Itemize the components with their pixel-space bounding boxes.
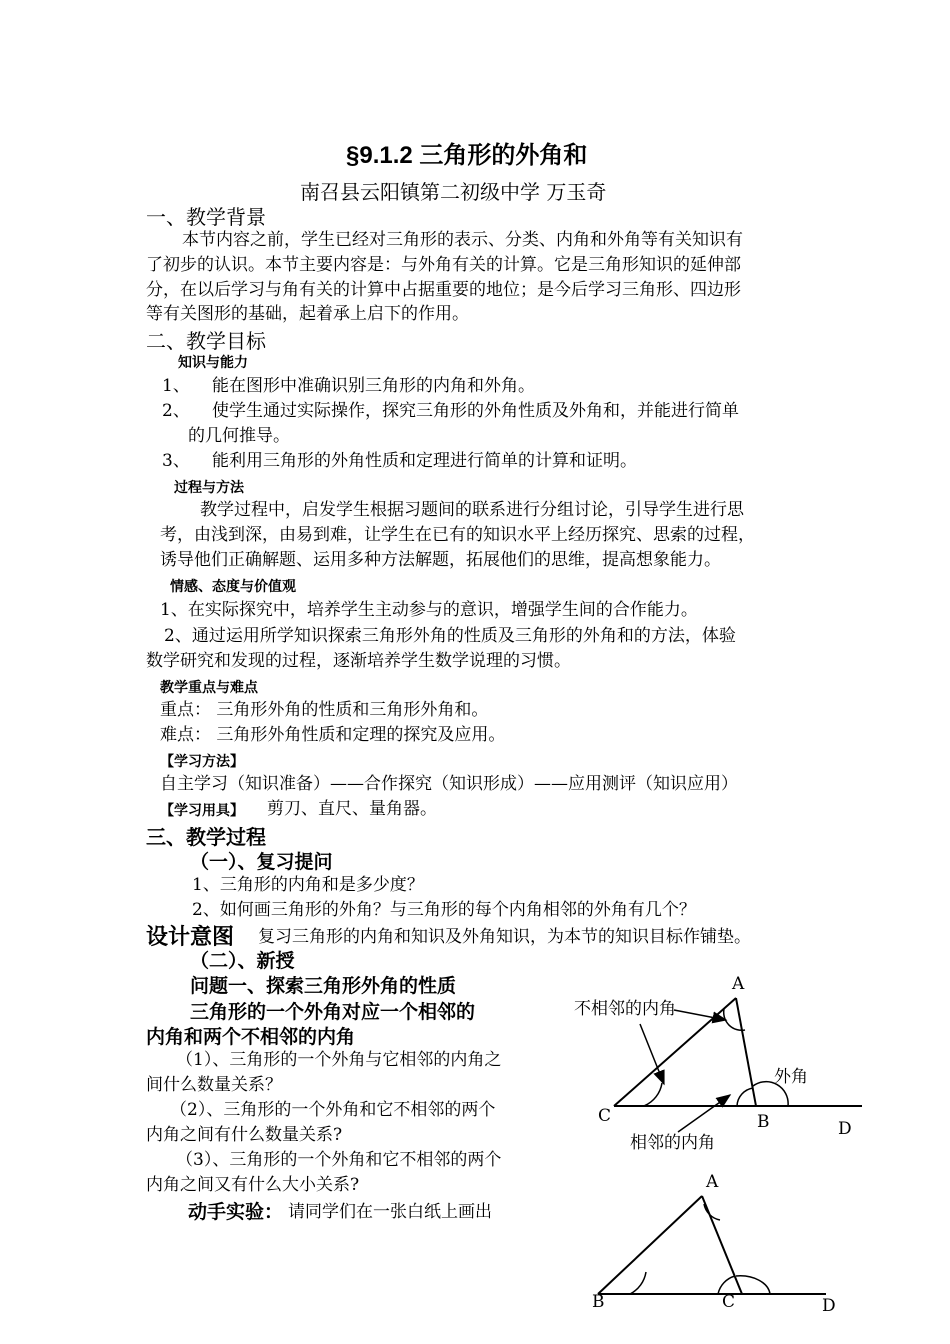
page-title: §9.1.2 三角形的外角和 <box>346 142 588 169</box>
fig2-label-c: C <box>722 1292 736 1312</box>
author-line: 南召县云阳镇第二初级中学 万玉奇 <box>300 180 607 204</box>
knowledge-item-num-2: 2、 <box>162 401 190 421</box>
knowledge-item-2: 使学生通过实际操作，探究三角形的外角性质及外角和，并能进行简单 <box>212 401 739 421</box>
process-label: 过程与方法 <box>174 480 244 496</box>
experiment-label: 动手实验： <box>188 1201 284 1223</box>
question-3-line-1: （3）、三角形的一个外角和它不相邻的两个 <box>176 1150 502 1170</box>
review-q1: 1、三角形的内角和是多少度？ <box>192 875 424 895</box>
arrow-adjacent <box>678 1095 730 1132</box>
method-text: 自主学习（知识准备）——合作探究（知识形成）——应用测评（知识应用） <box>160 774 738 794</box>
section-heading-background: 一、教学背景 <box>146 205 266 229</box>
statement-line-1: 三角形的一个外角对应一个相邻的 <box>190 1001 476 1023</box>
review-q2: 2、如何画三角形的外角？与三角形的每个内角相邻的外角有几个？ <box>192 900 696 920</box>
design-label: 设计意图 <box>146 925 235 950</box>
design-text: 复习三角形的内角和知识及外角知识，为本节的知识目标作铺垫。 <box>258 927 751 947</box>
knowledge-item-num-3: 3、 <box>162 451 190 471</box>
side-ac <box>702 1196 742 1294</box>
fig2-label-d: D <box>822 1296 836 1316</box>
section-heading-process: 三、教学过程 <box>146 825 266 849</box>
process-line-1: 教学过程中，启发学生根据习题间的联系进行分组讨论，引导学生进行思 <box>200 500 744 520</box>
fig1-label-b: B <box>757 1112 770 1132</box>
fig1-label-c: C <box>598 1106 612 1126</box>
method-label: 【学习方法】 <box>160 754 244 770</box>
knowledge-item-2-cont: 的几何推导。 <box>188 426 290 446</box>
emotion-line-3: 数学研究和发现的过程，逐渐培养学生数学说理的习惯。 <box>146 651 571 671</box>
fig1-callout-nonadjacent: 不相邻的内角 <box>574 999 676 1019</box>
question-1-line-1: （1）、三角形的一个外角与它相邻的内角之 <box>176 1050 502 1070</box>
background-line-3: 分，在以后学习与角有关的计算中占据重要的地位；是今后学习三角形、四边形 <box>146 280 741 300</box>
section-heading-objectives: 二、教学目标 <box>146 329 266 353</box>
fig1-callout-exterior: 外角 <box>774 1067 808 1087</box>
emotion-line-1: 1、在实际探究中，培养学生主动参与的意识，增强学生间的合作能力。 <box>160 600 698 620</box>
process-line-3: 诱导他们正确解题、运用多种方法解题，拓展他们的思维，提高想象能力。 <box>160 550 721 570</box>
question-1-line-2: 间什么数量关系？ <box>146 1075 282 1095</box>
emotion-label: 情感、态度与价值观 <box>170 579 296 595</box>
knowledge-item-3: 能利用三角形的外角性质和定理进行简单的计算和证明。 <box>212 451 637 471</box>
process-line-2: 考，由浅到深，由易到难，让学生在已有的知识水平上经历探究、思索的过程， <box>160 525 755 545</box>
question-2-line-2: 内角之间有什么数量关系? <box>146 1125 343 1145</box>
keypoints-difficulty: 难点： 三角形外角性质和定理的探究及应用。 <box>160 725 506 745</box>
side-ba <box>598 1196 702 1294</box>
knowledge-item-1: 能在图形中准确识别三角形的内角和外角。 <box>212 376 535 396</box>
question-2-line-1: （2）、三角形的一个外角和它不相邻的两个 <box>170 1100 496 1120</box>
background-line-1: 本节内容之前，学生已经对三角形的表示、分类、内角和外角等有关知识有 <box>182 230 743 250</box>
tools-text: 剪刀、直尺、量角器。 <box>267 799 437 819</box>
fig2-label-a: A <box>706 1172 719 1192</box>
experiment-text: 请同学们在一张白纸上画出 <box>288 1202 492 1222</box>
statement-line-2: 内角和两个不相邻的内角 <box>146 1026 356 1048</box>
angle-arc-c <box>644 1083 662 1106</box>
fig1-label-a: A <box>732 974 745 994</box>
new-heading: （二）、新授 <box>190 950 295 972</box>
background-line-4: 等有关图形的基础，起着承上启下的作用。 <box>146 304 469 324</box>
angle-arc-b-interior <box>737 1088 753 1106</box>
angle-arc-b2 <box>630 1272 646 1294</box>
problem-title: 问题一、探索三角形外角的性质 <box>190 975 457 997</box>
background-line-2: 了初步的认识。本节主要内容是：与外角有关的计算。它是三角形知识的延伸部 <box>146 255 741 275</box>
arrow-nonadjacent <box>640 1024 664 1084</box>
emotion-line-2: 2、通过运用所学知识探索三角形外角的性质及三角形的外角和的方法，体验 <box>164 626 736 646</box>
question-3-line-2: 内角之间又有什么大小关系? <box>146 1175 360 1195</box>
review-heading: （一）、复习提问 <box>190 851 333 873</box>
knowledge-item-num-1: 1、 <box>162 376 190 396</box>
knowledge-label: 知识与能力 <box>178 355 248 371</box>
keypoints-label: 教学重点与难点 <box>160 680 258 696</box>
triangle-2 <box>598 1196 826 1294</box>
tools-label: 【学习用具】 <box>160 803 244 819</box>
fig1-label-d: D <box>838 1119 852 1139</box>
fig1-callout-adjacent: 相邻的内角 <box>630 1133 715 1153</box>
fig2-label-b: B <box>592 1292 605 1312</box>
keypoints-focus: 重点： 三角形外角的性质和三角形外角和。 <box>160 700 489 720</box>
